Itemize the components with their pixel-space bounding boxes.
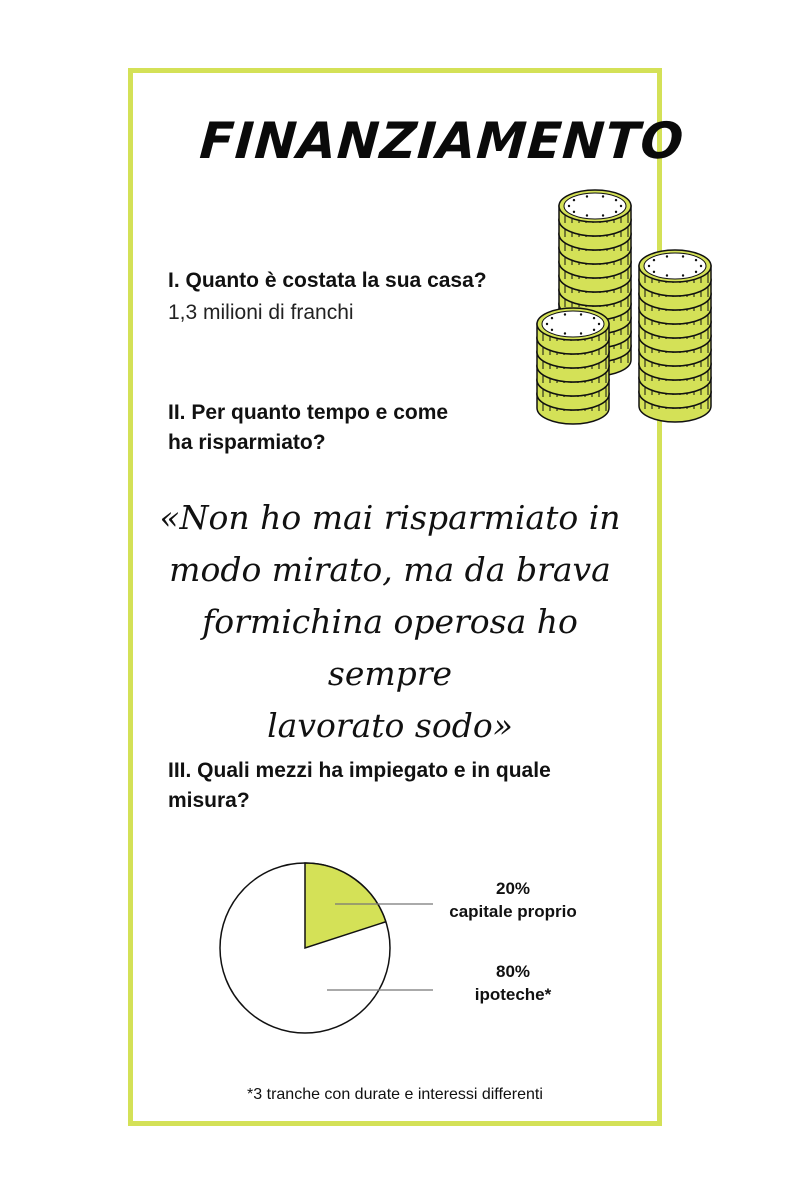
- question-2-line-1: II. Per quanto tempo e come: [168, 401, 449, 424]
- slice-label-ipoteche: ipoteche*: [474, 985, 552, 1004]
- question-3-line-2: misura?: [168, 789, 250, 812]
- page-title: FINANZIAMENTO: [197, 112, 687, 170]
- slice-label-capitale-proprio: capitale proprio: [449, 902, 577, 921]
- quote-line: lavorato sodo»: [267, 706, 513, 745]
- slice-percent-capitale-proprio: 20%: [495, 879, 531, 898]
- question-3-line-1: III. Quali mezzi ha impiegato e in quale: [168, 759, 551, 782]
- footnote: *3 tranche con durate e interessi differenti: [247, 1086, 543, 1103]
- coin-stacks-icon: [525, 178, 725, 438]
- quote: [150, 492, 630, 752]
- slice-percent-ipoteche: 80%: [495, 962, 531, 981]
- answer-1: 1,3 milioni di franchi: [168, 301, 354, 324]
- pie-chart: [215, 858, 605, 1058]
- quote-line: «Non ho mai risparmiato in: [159, 498, 621, 537]
- quote-line: modo mirato, ma da brava: [169, 550, 611, 589]
- question-2-line-2: ha risparmiato?: [168, 431, 326, 454]
- quote-line: formichina operosa ho sempre: [202, 602, 578, 693]
- question-1: I. Quanto è costata la sua casa?: [168, 269, 487, 292]
